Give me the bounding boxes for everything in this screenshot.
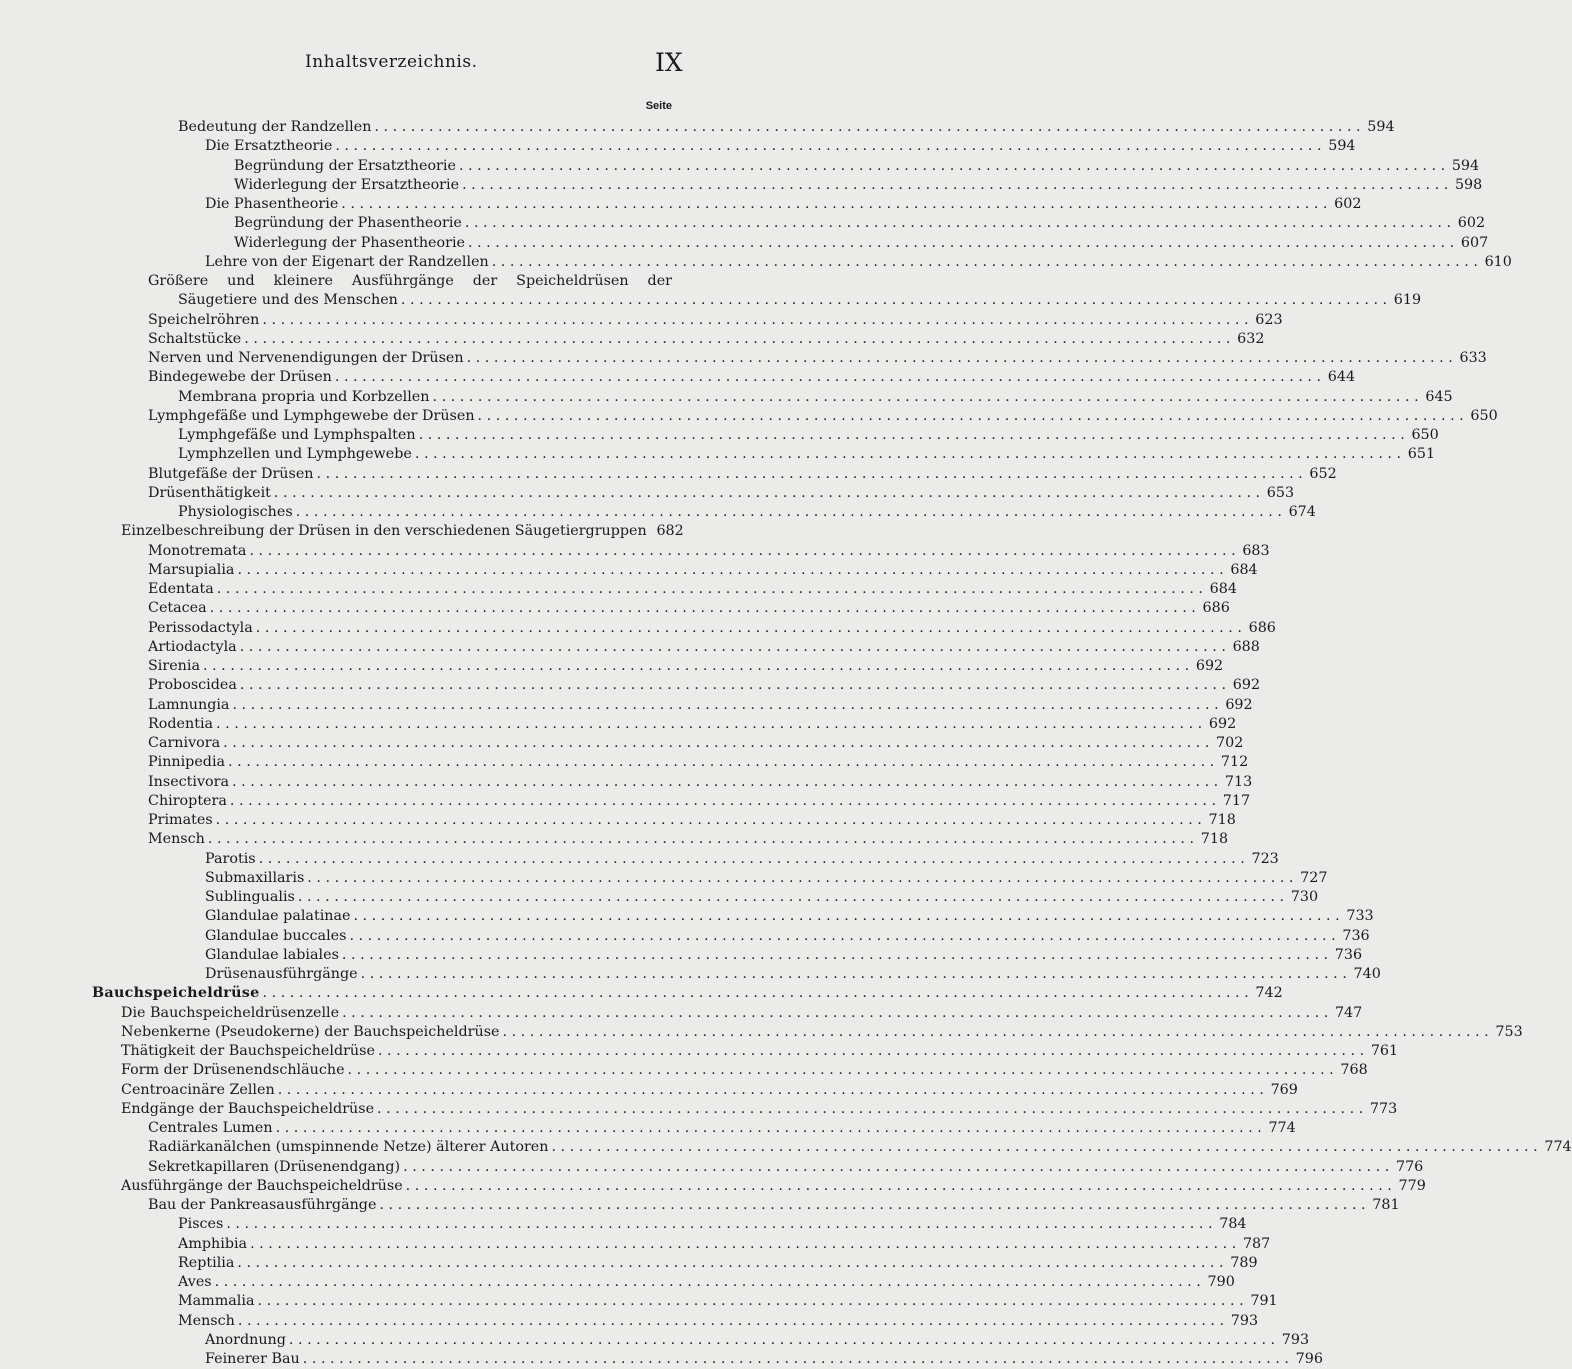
dot-leader <box>249 542 1235 561</box>
toc-entry <box>178 1273 1235 1292</box>
dot-leader <box>223 734 1209 753</box>
dot-leader <box>401 291 1387 310</box>
toc-entry-page: 789 <box>1230 1254 1258 1271</box>
toc-entry <box>148 715 1237 734</box>
toc-entry <box>148 349 1487 368</box>
dot-leader <box>237 561 1223 580</box>
toc-entry-page: 632 <box>1237 330 1265 347</box>
toc-entry-page: 602 <box>1334 196 1362 212</box>
toc-entry-label: Lymphgefäße und Lymphspalten <box>178 427 416 443</box>
toc-entry-page: 683 <box>1242 542 1270 559</box>
toc-entry <box>205 137 1356 156</box>
dot-leader <box>256 619 1242 638</box>
toc-entry <box>234 176 1483 195</box>
toc-entry-page: 688 <box>1232 638 1260 655</box>
dot-leader <box>216 715 1202 734</box>
dot-leader <box>226 1215 1212 1234</box>
toc-entry-page: 674 <box>1288 504 1316 520</box>
toc-entry-page: 686 <box>1248 619 1276 636</box>
toc-entry-label: Ausführgänge der Bauchspeicheldrüse <box>121 1177 403 1194</box>
dot-leader <box>374 118 1360 137</box>
dot-leader <box>349 927 1335 946</box>
toc-entry-page: 594 <box>1367 119 1395 135</box>
seite-column-label: Seite <box>645 100 672 112</box>
toc-entry-page: 598 <box>1454 176 1483 193</box>
toc-entry-page: 740 <box>1353 966 1381 982</box>
toc-entry <box>148 1158 1424 1177</box>
toc-entry-label: Radiärkanälchen (umspinnende Netze) älterer Autoren <box>148 1139 549 1156</box>
toc-entry <box>148 330 1265 349</box>
dot-leader <box>216 811 1202 830</box>
dot-leader <box>465 214 1451 233</box>
toc-entry-page: 702 <box>1216 735 1244 751</box>
dot-leader <box>432 388 1418 407</box>
dot-leader <box>250 1235 1236 1254</box>
dot-leader <box>307 869 1293 888</box>
toc-entry <box>178 1292 1278 1311</box>
toc-entry-label: Mensch <box>148 831 205 848</box>
toc-entry-page: 594 <box>1328 138 1356 155</box>
toc-entry-label: Pisces <box>178 1216 224 1233</box>
toc-entry <box>121 1100 1398 1119</box>
toc-entry <box>121 1061 1368 1080</box>
dot-leader <box>228 753 1214 772</box>
toc-entry-page: 742 <box>1255 985 1283 1002</box>
dot-leader <box>296 503 1282 522</box>
toc-entry <box>121 1023 1523 1042</box>
dot-leader <box>379 1196 1365 1215</box>
toc-entry-page: 774 <box>1268 1120 1296 1136</box>
toc-entry <box>148 542 1270 561</box>
dot-leader <box>341 195 1327 214</box>
toc-entry-label: Submaxillaris <box>205 869 305 886</box>
toc-entry-label: Bau der Pankreasausführgänge <box>148 1197 377 1213</box>
toc-entry-label: Physiologisches <box>178 504 293 520</box>
toc-entry-label: Centroacinäre Zellen <box>121 1081 275 1098</box>
toc-entry-label: Anordnung <box>205 1331 286 1348</box>
toc-entry <box>148 561 1258 580</box>
toc-entry-page: 644 <box>1327 369 1356 386</box>
dot-leader <box>361 965 1347 984</box>
dot-leader <box>274 484 1260 503</box>
toc-entry-label: Nerven und Nervenendigungen der Drüsen <box>148 350 464 366</box>
toc-entry <box>121 1177 1426 1196</box>
dot-leader <box>217 580 1203 599</box>
dot-leader <box>210 599 1196 618</box>
toc-entry-label: Aves <box>178 1274 212 1290</box>
toc-entry-page: 645 <box>1425 388 1453 405</box>
toc-entry <box>148 484 1295 503</box>
toc-entry-label: Die Bauchspeicheldrüsenzelle <box>121 1004 340 1021</box>
toc-entry-page: 747 <box>1334 1004 1363 1021</box>
toc-entry-page: 773 <box>1369 1100 1398 1117</box>
toc-entry <box>178 445 1436 464</box>
toc-entry <box>121 1081 1298 1100</box>
dot-leader <box>276 1119 1262 1138</box>
toc-entry <box>148 734 1244 753</box>
toc-entry-page: 736 <box>1342 927 1370 944</box>
toc-entry-page: 652 <box>1309 465 1337 482</box>
toc-entry-page: 733 <box>1346 908 1374 925</box>
toc-entry-page: 793 <box>1230 1312 1259 1329</box>
toc-entry-page: 692 <box>1208 715 1237 732</box>
toc-entry <box>148 657 1224 676</box>
dot-leader <box>237 1254 1223 1273</box>
toc-entry-label: Chiroptera <box>148 792 227 809</box>
toc-entry <box>121 1042 1399 1061</box>
toc-entry-page: 692 <box>1225 696 1253 713</box>
toc-entry-label: Widerlegung der Ersatztheorie <box>234 176 460 193</box>
toc-entry-label: Feinerer Bau <box>205 1351 300 1367</box>
toc-entry <box>121 522 684 541</box>
toc-entry-page: 776 <box>1395 1158 1424 1175</box>
toc-entry-page: 768 <box>1340 1062 1368 1079</box>
dot-leader <box>244 330 1230 349</box>
toc-entry-label: Sublingualis <box>205 889 295 905</box>
toc-entry-label: Cetacea <box>148 600 207 617</box>
toc-entry-label: Centrales Lumen <box>148 1120 273 1136</box>
toc-entry-page: 753 <box>1495 1023 1523 1040</box>
dot-leader <box>551 1138 1537 1157</box>
toc-entry-label: Sekretkapillaren (Drüsenendgang) <box>148 1158 401 1175</box>
dot-leader <box>232 773 1218 792</box>
toc-entry-page: 623 <box>1255 311 1283 328</box>
dot-leader <box>459 157 1445 176</box>
toc-entry-page: 730 <box>1290 889 1319 905</box>
dot-leader <box>262 311 1248 330</box>
toc-entry <box>148 1119 1296 1138</box>
toc-entry-page: 692 <box>1232 677 1261 694</box>
toc-entry <box>205 1350 1323 1369</box>
dot-leader <box>317 465 1303 484</box>
dot-leader <box>232 696 1218 715</box>
toc-entry-page: 779 <box>1398 1177 1426 1194</box>
toc-entry <box>148 676 1261 695</box>
toc-entry-label: Thätigkeit der Bauchspeicheldrüse <box>121 1043 375 1059</box>
toc-entry <box>148 619 1276 638</box>
dot-leader <box>462 176 1448 195</box>
dot-leader <box>503 1023 1489 1042</box>
toc-entry-label: Drüsenausführgänge <box>205 966 358 982</box>
toc-entry-page: 718 <box>1200 831 1229 848</box>
toc-entry-page: 594 <box>1451 157 1480 174</box>
dot-leader <box>208 830 1194 849</box>
toc-entry-page: 686 <box>1202 600 1230 617</box>
running-header-title: Inhaltsverzeichnis. <box>305 52 478 72</box>
toc-entry-label: Edentata <box>148 581 214 597</box>
toc-entry-page: 796 <box>1295 1351 1323 1367</box>
toc-entry <box>148 580 1237 599</box>
toc-entry <box>148 696 1253 715</box>
toc-entry-label: Pinnipedia <box>148 754 226 771</box>
toc-entry-label: Bauchspeicheldrüse <box>92 985 260 1002</box>
toc-entry-page: 650 <box>1411 427 1439 443</box>
toc-entry <box>205 869 1328 888</box>
dot-leader <box>203 657 1189 676</box>
toc-entry-label: Bedeutung der Randzellen <box>178 119 372 135</box>
dot-leader <box>259 850 1245 869</box>
toc-entry-page: 761 <box>1370 1043 1399 1059</box>
toc-entry-label: Nebenkerne (Pseudokerne) der Bauchspeicheldrüse <box>121 1023 500 1040</box>
toc-entry-label: Glandulae palatinae <box>205 908 351 925</box>
dot-leader <box>419 426 1405 445</box>
toc-entry <box>205 195 1362 214</box>
dot-leader <box>377 1100 1363 1119</box>
toc-entry <box>178 426 1439 445</box>
toc-entry-page: 602 <box>1457 215 1486 232</box>
toc-entry-page: 781 <box>1372 1197 1400 1213</box>
dot-leader <box>215 1273 1201 1292</box>
toc-entry-label: Drüsenthätigkeit <box>148 484 271 501</box>
toc-entry <box>205 946 1363 965</box>
dot-leader <box>468 234 1454 253</box>
dot-leader <box>238 1312 1224 1331</box>
toc-entry-label: Glandulae buccales <box>205 927 347 944</box>
toc-entry-page: 682 <box>656 523 684 540</box>
toc-entry <box>148 830 1229 849</box>
toc-entry <box>178 1254 1258 1273</box>
toc-entry <box>205 850 1279 869</box>
toc-entry <box>234 234 1489 253</box>
toc-entry-label: Parotis <box>205 850 256 867</box>
toc-entry-page: 793 <box>1281 1331 1310 1348</box>
toc-entry-label: Amphibia <box>178 1235 248 1252</box>
toc-entry-label: Insectivora <box>148 773 230 790</box>
dot-leader <box>335 368 1321 387</box>
dot-leader <box>257 1292 1243 1311</box>
toc-entry-label: Säugetiere und des Menschen <box>178 292 398 309</box>
toc-entry-label: Bindegewebe der Drüsen <box>148 369 332 386</box>
dot-leader <box>303 1350 1289 1369</box>
toc-entry-page: 769 <box>1270 1081 1298 1098</box>
toc-entry-label: Lehre von der Eigenart der Randzellen <box>205 253 489 270</box>
toc-entry-label: Rodentia <box>148 715 214 732</box>
toc-entry <box>178 388 1453 407</box>
toc-entry <box>148 753 1249 772</box>
toc-entry <box>205 253 1512 272</box>
dot-leader <box>467 349 1453 368</box>
toc-entry-label: Mammalia <box>178 1293 255 1310</box>
dot-leader <box>342 1004 1328 1023</box>
toc-entry-page: 650 <box>1470 407 1498 424</box>
toc-entry-label: Widerlegung der Phasentheorie <box>234 234 465 251</box>
toc-entry <box>148 638 1260 657</box>
toc-entry-page: 723 <box>1251 850 1279 867</box>
toc-entry-label: Marsupialia <box>148 561 235 578</box>
dot-leader <box>335 137 1321 156</box>
toc-entry-label: Form der Drüsenendschläuche <box>121 1062 345 1079</box>
toc-entry-page: 713 <box>1224 773 1253 790</box>
toc-entry <box>178 1215 1247 1234</box>
toc-entry-page: 787 <box>1242 1235 1271 1252</box>
toc-entry <box>234 214 1486 233</box>
toc-entry-label: Die Phasentheorie <box>205 196 339 212</box>
toc-entry <box>148 368 1356 387</box>
toc-entry-page: 718 <box>1208 812 1236 828</box>
dot-leader <box>289 1331 1275 1350</box>
toc-entry-page: 791 <box>1250 1293 1278 1310</box>
dot-leader <box>406 1177 1392 1196</box>
toc-entry-label: Monotremata <box>148 542 247 559</box>
toc-entry <box>148 1138 1572 1157</box>
toc-entry-label: Lymphzellen und Lymphgewebe <box>178 446 412 463</box>
toc-entry <box>205 1331 1310 1350</box>
dot-leader <box>353 907 1339 926</box>
toc-entry-page: 717 <box>1222 792 1251 809</box>
toc-entry-page: 651 <box>1407 446 1436 463</box>
toc-entry-label: Mensch <box>178 1312 235 1329</box>
toc-entry-label: Reptilia <box>178 1254 235 1271</box>
dot-leader <box>240 638 1226 657</box>
toc-entry-label: Lymphgefäße und Lymphgewebe der Drüsen <box>148 407 475 424</box>
toc-entry <box>178 1235 1271 1254</box>
toc-entry <box>205 888 1319 907</box>
toc-entry-label: Begründung der Phasentheorie <box>234 215 462 232</box>
toc-entry-page: 653 <box>1266 484 1295 501</box>
toc-entry <box>205 907 1374 926</box>
toc-entry-label: Membrana propria und Korbzellen <box>178 388 430 405</box>
dot-leader <box>403 1158 1389 1177</box>
toc-entry <box>148 792 1251 811</box>
toc-entry <box>92 984 1283 1003</box>
toc-entry <box>178 291 1422 310</box>
toc-entry-page: 784 <box>1219 1216 1247 1233</box>
toc-entry-label: Endgänge der Bauchspeicheldrüse <box>121 1100 375 1117</box>
dot-leader <box>298 888 1284 907</box>
dot-leader <box>415 445 1401 464</box>
toc-entry-label: Speichelröhren <box>148 311 260 328</box>
toc-entry-page: 619 <box>1393 292 1422 309</box>
toc-entry <box>234 157 1480 176</box>
toc-entry-label: Artiodactyla <box>148 638 237 655</box>
toc-entry-page: 727 <box>1300 869 1328 886</box>
toc-entry-label: Die Ersatztheorie <box>205 138 333 155</box>
toc-entry-label: Schaltstücke <box>148 330 242 347</box>
toc-entry-page: 610 <box>1484 253 1512 270</box>
toc-entry-label: Blutgefäße der Drüsen <box>148 465 314 482</box>
dot-leader <box>342 946 1328 965</box>
toc-entry <box>178 118 1395 137</box>
toc-entry-page: 790 <box>1207 1274 1235 1290</box>
toc-entry-label: Proboscidea <box>148 677 237 694</box>
toc-entry-page: 692 <box>1195 658 1224 674</box>
toc-entry <box>148 311 1283 330</box>
dot-leader <box>348 1061 1334 1080</box>
toc-entry-label: Größere und kleinere Ausführgänge der Speicheldrüsen der <box>148 273 672 289</box>
dot-leader <box>478 407 1464 426</box>
dot-leader <box>263 984 1249 1003</box>
toc-entry <box>148 1196 1400 1215</box>
dot-leader <box>230 792 1216 811</box>
toc-entry-label: Sirenia <box>148 658 200 674</box>
toc-entry <box>148 773 1253 792</box>
toc-entry-page: 633 <box>1459 350 1487 366</box>
toc-entry-page: 607 <box>1460 234 1489 251</box>
page-number: IX <box>655 48 683 77</box>
toc-entry <box>121 1004 1363 1023</box>
toc-entry-label: Glandulae labiales <box>205 946 339 963</box>
toc-entry <box>148 599 1230 618</box>
toc-entry-label: Lamnungia <box>148 696 230 713</box>
toc-entry-label: Einzelbeschreibung der Drüsen in den verschiedenen Säugetiergruppen <box>121 523 647 540</box>
toc-entry <box>148 272 672 291</box>
toc-entry-label: Perissodactyla <box>148 619 253 636</box>
toc-entry <box>148 811 1236 830</box>
toc-entry-label: Primates <box>148 812 213 828</box>
toc-entry-label: Carnivora <box>148 735 221 751</box>
toc-entry <box>178 1312 1259 1331</box>
toc-entry-label: Begründung der Ersatztheorie <box>234 157 456 174</box>
toc-entry <box>205 927 1370 946</box>
toc-entry-page: 774 <box>1544 1139 1572 1156</box>
table-of-contents <box>0 118 1572 1369</box>
toc-entry-page: 684 <box>1209 581 1237 597</box>
dot-leader <box>278 1081 1264 1100</box>
toc-entry <box>148 407 1498 426</box>
toc-entry <box>178 503 1316 522</box>
toc-entry-page: 736 <box>1334 946 1363 963</box>
dot-leader <box>492 253 1478 272</box>
dot-leader <box>240 676 1226 695</box>
toc-entry-page: 684 <box>1230 561 1258 578</box>
toc-entry <box>148 465 1337 484</box>
toc-entry-page: 712 <box>1220 754 1249 771</box>
dot-leader <box>378 1042 1364 1061</box>
toc-entry <box>205 965 1381 984</box>
